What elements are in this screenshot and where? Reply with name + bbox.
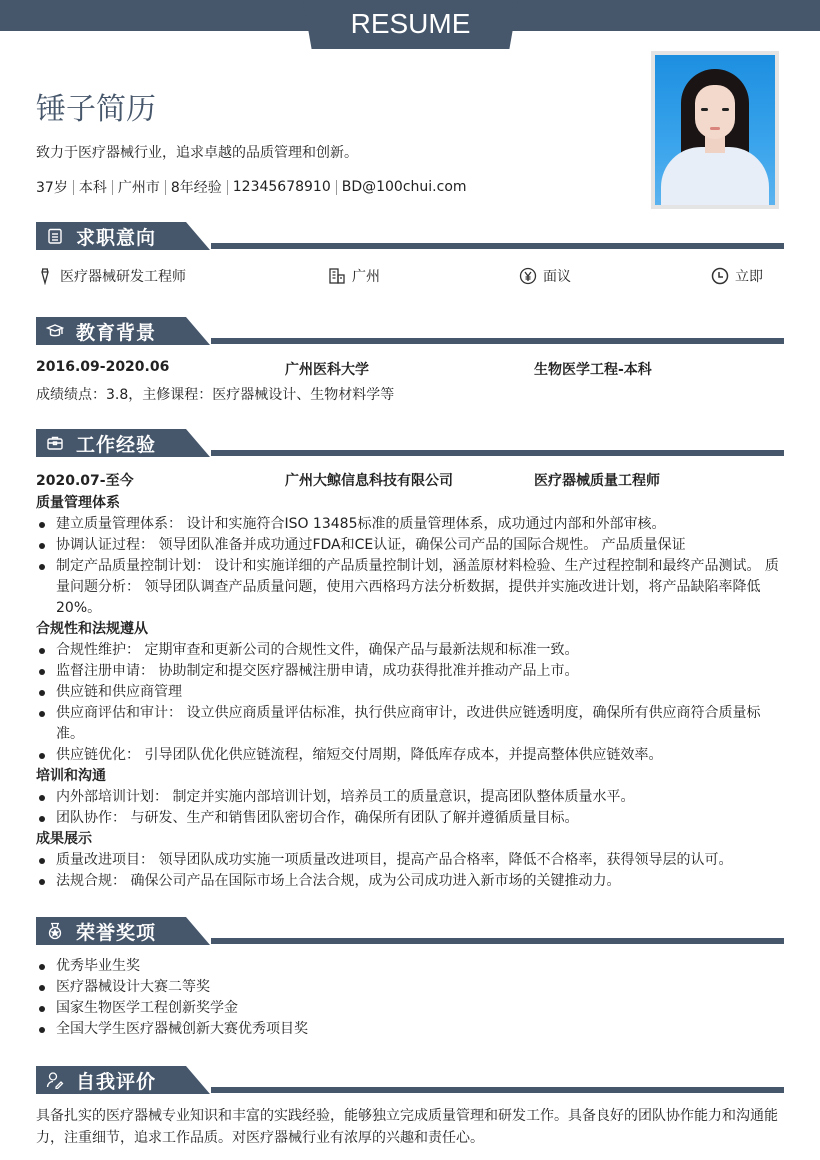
list-item: 合规性维护： 定期审查和更新公司的合规性文件，确保产品与最新法规和标准一致。: [36, 640, 784, 661]
personal-info: [36, 177, 467, 197]
section-title: 荣誉奖项: [76, 922, 157, 944]
section-header-work: [36, 429, 784, 457]
education-period: 2016.09-2020.06: [36, 359, 170, 375]
divider: [73, 180, 74, 195]
work-group-heading: 合规性和法规遵从: [36, 621, 148, 637]
profile-photo-frame: [651, 51, 779, 209]
list-item: 监督注册申请： 协助制定和提交医疗器械注册申请，成功获得批准并推动产品上市。: [36, 661, 784, 682]
resume-name: 锤子简历: [36, 92, 156, 127]
clipboard-icon: [46, 227, 64, 245]
section-title: 教育背景: [76, 322, 157, 344]
section-title: 自我评价: [76, 1071, 157, 1093]
intent-salary: 面议: [519, 266, 571, 286]
degree: 本科: [78, 180, 107, 196]
tie-icon: [36, 267, 54, 285]
divider: [165, 180, 166, 195]
section-rule: [211, 938, 784, 944]
banner-title: RESUME: [350, 8, 471, 39]
work-group-heading: 培训和沟通: [36, 768, 106, 784]
clock-icon: [711, 267, 729, 285]
section-rule: [211, 1087, 784, 1093]
work-entry: [36, 470, 784, 490]
work-group-heading: 质量管理体系: [36, 495, 120, 511]
section-header-intent: [36, 222, 784, 250]
section-title: 求职意向: [76, 227, 157, 249]
list-item: 供应链和供应商管理: [36, 682, 784, 703]
divider: [336, 180, 337, 195]
section-header-evaluation: [36, 1066, 784, 1094]
building-icon: [328, 267, 346, 285]
briefcase-icon: [46, 434, 64, 452]
graduation-cap-icon: [46, 322, 64, 340]
city: 广州市: [117, 180, 160, 196]
section-rule: [211, 450, 784, 456]
list-item: 团队协作： 与研发、生产和销售团队密切合作，确保所有团队了解并遵循质量目标。: [36, 808, 784, 829]
section-title: 工作经验: [76, 434, 157, 456]
section-header-honors: [36, 917, 784, 945]
list-item: 国家生物医学工程创新奖学金: [36, 998, 784, 1019]
list-item: 供应链优化： 引导团队优化供应链流程，缩短交付周期，降低库存成本，并提高整体供应链效率。: [36, 745, 784, 766]
age: 37岁: [36, 180, 68, 196]
work-company: 广州大鲸信息科技有限公司: [285, 473, 453, 489]
work-group-heading: 成果展示: [36, 831, 92, 847]
education-major: 生物医学工程-本科: [534, 362, 652, 378]
education-school: 广州医科大学: [285, 362, 369, 378]
medal-icon: [46, 922, 64, 940]
intent-city: 广州: [328, 266, 380, 286]
work-details: [36, 493, 784, 892]
work-position: 医疗器械质量工程师: [534, 473, 660, 489]
divider: [112, 180, 113, 195]
list-item: 优秀毕业生奖: [36, 956, 784, 977]
user-pen-icon: [46, 1071, 64, 1089]
section-header-education: [36, 317, 784, 345]
divider: [227, 180, 228, 195]
education-entry: [36, 359, 784, 379]
section-rule: [211, 243, 784, 249]
list-item: 法规合规： 确保公司产品在国际市场上合法合规，成为公司成功进入新市场的关键推动力。: [36, 871, 784, 892]
list-item: 内外部培训计划： 制定并实施内部培训计划，培养员工的质量意识，提高团队整体质量水平。: [36, 787, 784, 808]
phone: 12345678910: [232, 179, 331, 195]
list-item: 制定产品质量控制计划： 设计和实施详细的产品质量控制计划，涵盖原材料检验、生产过程控制和最终产品测试。 质量问题分析： 领导团队调查产品质量问题，使用六西格玛方法分析数据，提供并实施改进计划，将产品缺陷率降低20%。: [36, 556, 784, 619]
work-period: 2020.07-至今: [36, 473, 134, 489]
profile-photo: [655, 55, 775, 205]
list-item: 全国大学生医疗器械创新大赛优秀项目奖: [36, 1019, 784, 1040]
experience-years: 8年经验: [170, 180, 222, 196]
list-item: 协调认证过程： 领导团队准备并成功通过FDA和CE认证，确保公司产品的国际合规性。 产品质量保证: [36, 535, 784, 556]
intent-availability: 立即: [711, 266, 763, 286]
education-detail: 成绩绩点：3.8，主修课程：医疗器械设计、生物材料学等: [36, 387, 395, 403]
list-item: 供应商评估和审计： 设立供应商质量评估标准，执行供应商审计，改进供应链透明度，确保所有供应商符合质量标准。: [36, 703, 784, 745]
intent-position: 医疗器械研发工程师: [36, 266, 186, 286]
yen-icon: [519, 267, 537, 285]
honors-list: [36, 956, 784, 1040]
job-intent-row: [36, 266, 784, 286]
list-item: 医疗器械设计大赛二等奖: [36, 977, 784, 998]
email: BD@100chui.com: [341, 179, 467, 195]
self-evaluation-text: 具备扎实的医疗器械专业知识和丰富的实践经验，能够独立完成质量管理和研发工作。具备良好的团队协作能力和沟通能力，注重细节，追求工作品质。对医疗器械行业有浓厚的兴趣和责任心。: [36, 1108, 778, 1146]
list-item: 质量改进项目： 领导团队成功实施一项质量改进项目，提高产品合格率，降低不合格率，获得领导层的认可。: [36, 850, 784, 871]
list-item: 建立质量管理体系： 设计和实施符合ISO 13485标准的质量管理体系，成功通过内部和外部审核。: [36, 514, 784, 535]
section-rule: [211, 338, 784, 344]
resume-slogan: 致力于医疗器械行业，追求卓越的品质管理和创新。: [36, 145, 358, 161]
